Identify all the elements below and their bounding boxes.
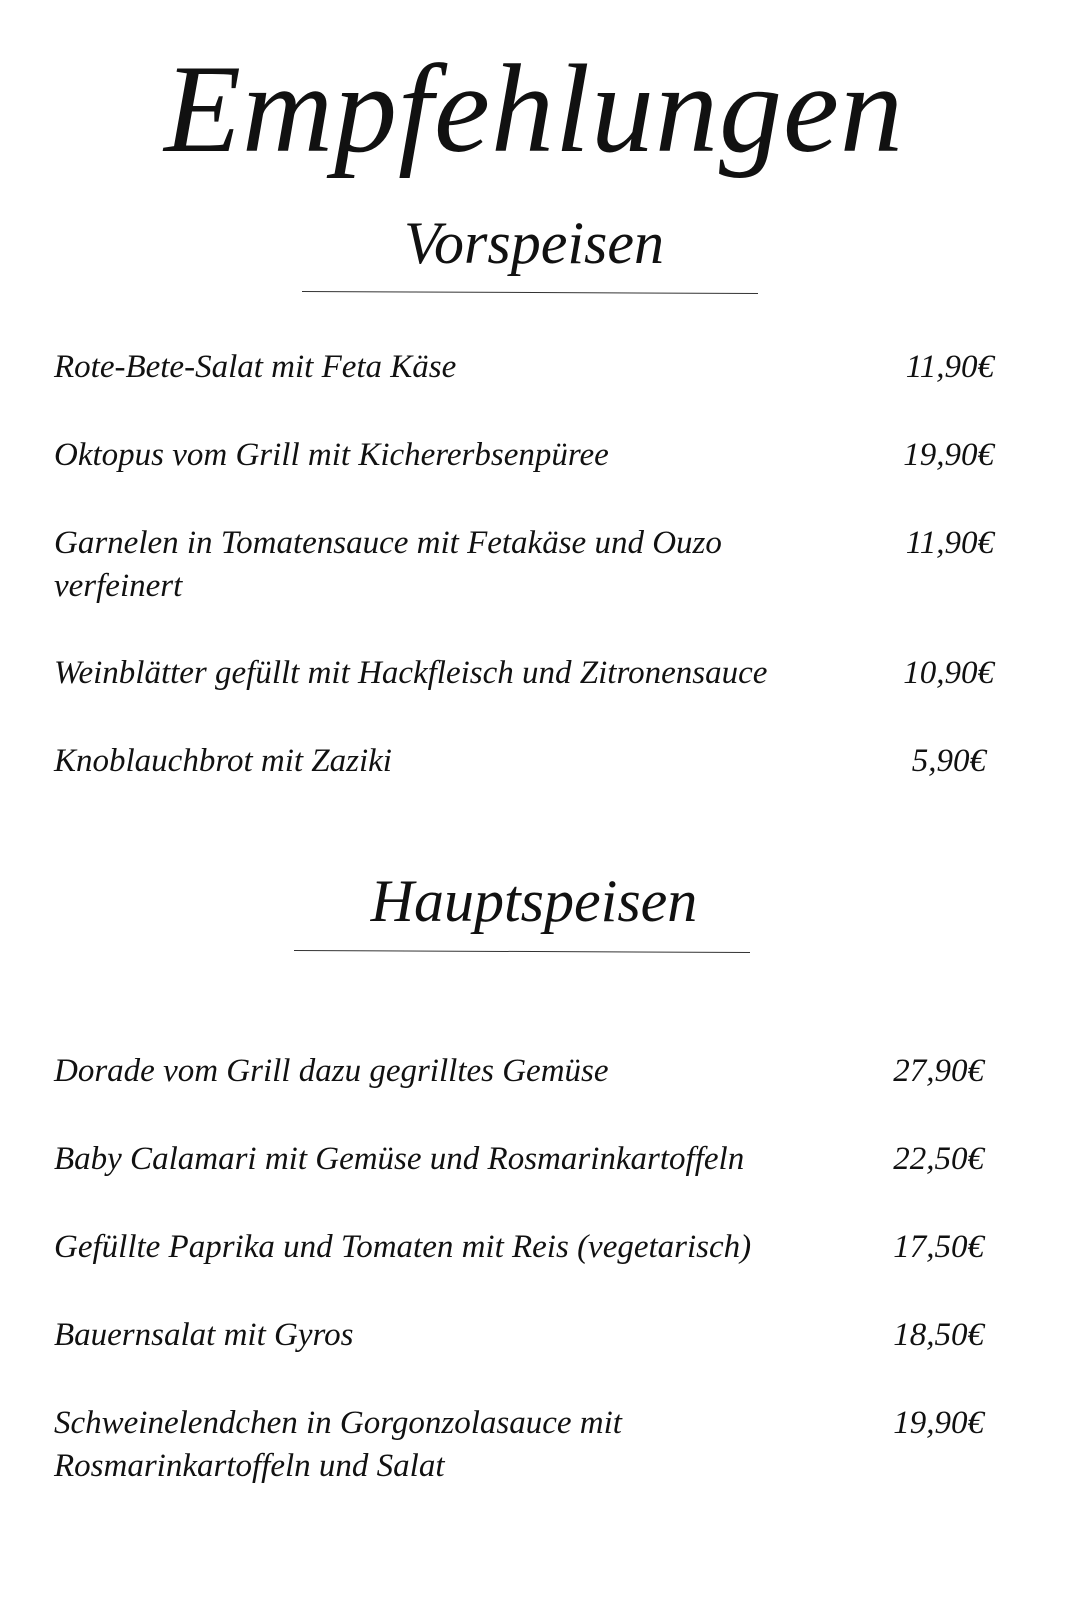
item-price: 17,50€ — [893, 1229, 984, 1265]
menu-item — [54, 1402, 1014, 1532]
menu-list-hauptspeisen — [54, 1050, 1014, 1532]
menu-item — [54, 522, 1014, 652]
item-price: 11,90€ — [905, 349, 994, 385]
section-divider — [302, 291, 758, 294]
item-name: Oktopus vom Grill mit Kichererbsenpüree — [54, 437, 609, 473]
item-name: Garnelen in Tomatensauce mit Fetakäse und Ouzo verfeinert — [54, 525, 722, 604]
menu-item — [54, 740, 1014, 828]
item-price: 10,90€ — [903, 655, 994, 691]
item-name: Schweinelendchen in Gorgonzolasauce mit Rosmarinkartoffeln und Salat — [54, 1405, 622, 1484]
item-name: Baby Calamari mit Gemüse und Rosmarinkartoffeln — [54, 1141, 745, 1177]
item-name: Rote-Bete-Salat mit Feta Käse — [54, 349, 457, 385]
menu-item — [54, 1050, 1014, 1138]
item-name: Weinblätter gefüllt mit Hackfleisch und Zitronensauce — [54, 655, 768, 691]
item-name: Gefüllte Paprika und Tomaten mit Reis (vegetarisch) — [54, 1229, 752, 1265]
menu-item — [54, 346, 1014, 434]
item-name: Knoblauchbrot mit Zaziki — [54, 743, 392, 779]
item-price: 5,90€ — [911, 743, 986, 779]
section-heading-hauptspeisen: Hauptspeisen — [370, 868, 698, 934]
item-price: 22,50€ — [893, 1141, 984, 1177]
item-price: 27,90€ — [893, 1053, 984, 1089]
menu-list-vorspeisen — [54, 346, 1014, 828]
menu-item — [54, 1226, 1014, 1314]
page-title: Empfehlungen — [164, 40, 904, 179]
item-price: 11,90€ — [905, 525, 994, 561]
menu-item — [54, 1314, 1014, 1402]
section-divider — [294, 950, 750, 953]
item-name: Dorade vom Grill dazu gegrilltes Gemüse — [54, 1053, 609, 1089]
item-price: 19,90€ — [893, 1405, 984, 1441]
section-heading-vorspeisen: Vorspeisen — [404, 210, 664, 276]
item-price: 19,90€ — [903, 437, 994, 473]
item-price: 18,50€ — [893, 1317, 984, 1353]
menu-item — [54, 434, 1014, 522]
menu-item — [54, 1138, 1014, 1226]
menu-item — [54, 652, 1014, 740]
item-name: Bauernsalat mit Gyros — [54, 1317, 354, 1353]
